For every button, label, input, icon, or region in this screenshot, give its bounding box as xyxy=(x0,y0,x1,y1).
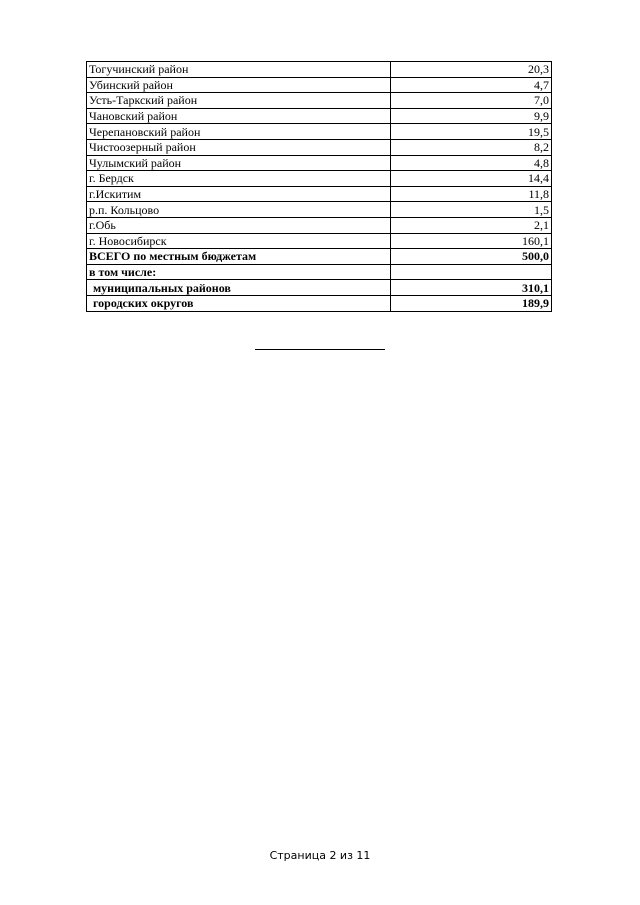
row-label: г.Обь xyxy=(87,217,391,233)
row-value xyxy=(391,264,552,280)
row-value: 9,9 xyxy=(391,108,552,124)
row-value: 189,9 xyxy=(391,295,552,311)
row-value: 7,0 xyxy=(391,93,552,109)
row-label: р.п. Кольцово xyxy=(87,202,391,218)
table-row xyxy=(87,233,552,249)
table-row xyxy=(87,202,552,218)
row-value: 19,5 xyxy=(391,124,552,140)
row-label: г. Бердск xyxy=(87,171,391,187)
row-value: 160,1 xyxy=(391,233,552,249)
row-value: 20,3 xyxy=(391,62,552,78)
table-row xyxy=(87,280,552,296)
row-value: 1,5 xyxy=(391,202,552,218)
row-label: г.Искитим xyxy=(87,186,391,202)
row-label: Чановский район xyxy=(87,108,391,124)
table-row xyxy=(87,62,552,78)
row-label: Усть-Таркский район xyxy=(87,93,391,109)
row-label: в том числе: xyxy=(87,264,391,280)
row-label: Убинский район xyxy=(87,77,391,93)
table-row xyxy=(87,124,552,140)
table-row xyxy=(87,171,552,187)
separator-line xyxy=(255,349,385,350)
row-label: Тогучинский район xyxy=(87,62,391,78)
row-value: 500,0 xyxy=(391,249,552,265)
row-label: муниципальных районов xyxy=(87,280,391,296)
table-row xyxy=(87,264,552,280)
table-row xyxy=(87,249,552,265)
row-value: 4,7 xyxy=(391,77,552,93)
table-row xyxy=(87,155,552,171)
row-value: 14,4 xyxy=(391,171,552,187)
row-value: 11,8 xyxy=(391,186,552,202)
row-label: г. Новосибирск xyxy=(87,233,391,249)
row-label: ВСЕГО по местным бюджетам xyxy=(87,249,391,265)
table-row xyxy=(87,295,552,311)
table-row xyxy=(87,186,552,202)
row-label: Черепановский район xyxy=(87,124,391,140)
budget-table xyxy=(86,61,552,312)
page-footer: Страница 2 из 11 xyxy=(269,849,371,862)
table-row xyxy=(87,139,552,155)
table-row xyxy=(87,77,552,93)
table-row xyxy=(87,217,552,233)
row-value: 4,8 xyxy=(391,155,552,171)
row-value: 8,2 xyxy=(391,139,552,155)
row-value: 310,1 xyxy=(391,280,552,296)
table-row xyxy=(87,108,552,124)
budget-table-body xyxy=(87,62,552,312)
row-label: Чистоозерный район xyxy=(87,139,391,155)
row-label: городских округов xyxy=(87,295,391,311)
table-row xyxy=(87,93,552,109)
row-value: 2,1 xyxy=(391,217,552,233)
row-label: Чулымский район xyxy=(87,155,391,171)
